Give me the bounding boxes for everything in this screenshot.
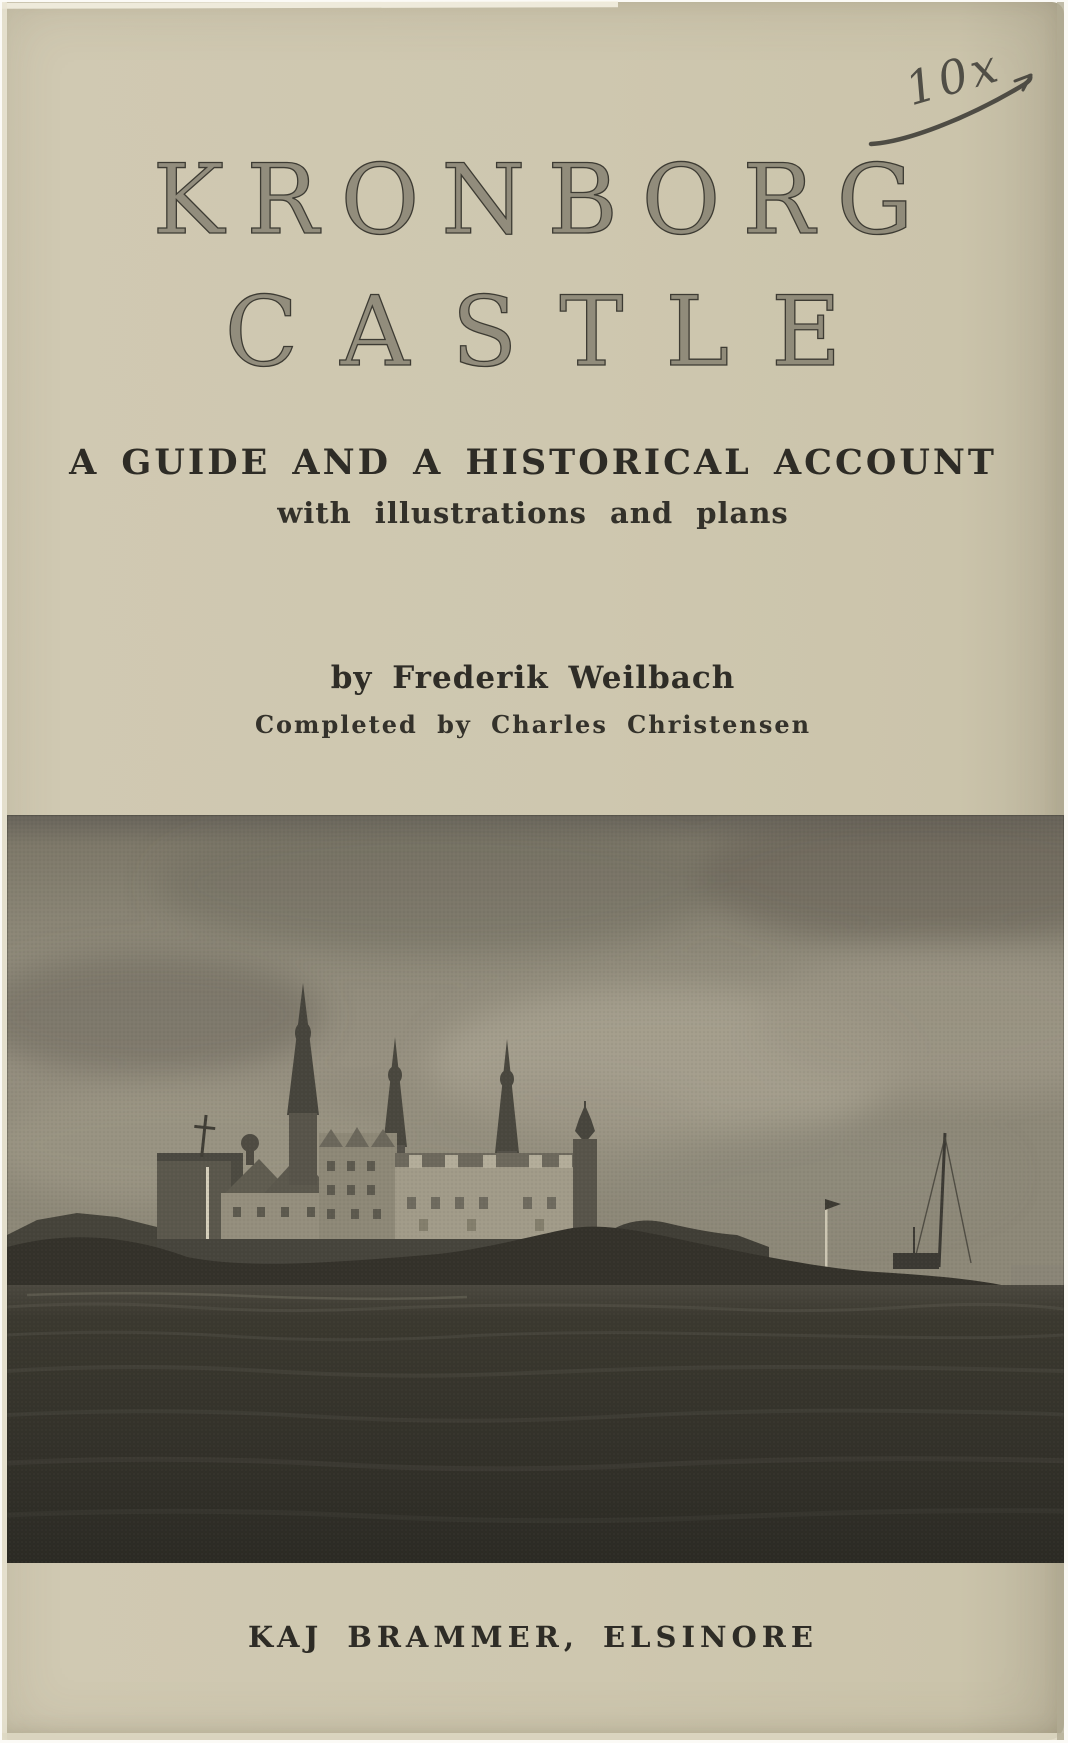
handwritten-annotation [857,38,1067,158]
cover-photo [7,815,1064,1563]
halftone-texture [7,815,1064,1563]
scan-edge-bottom [2,1733,1064,1740]
publisher-imprint: KAJ BRAMMER, ELSINORE [247,1620,819,1654]
subtitle-secondary: with illustrations and plans [277,496,789,530]
book-cover [2,2,1064,1740]
handwritten-text: 10x [899,37,1008,117]
title-line-2: CASTLE [224,276,884,388]
title-line-1: KRONBORG [152,144,936,256]
author-byline: by Frederik Weilbach [330,660,736,696]
completed-by-line: Completed by Charles Christensen [254,710,812,739]
scan-edge-top [2,1,618,9]
subtitle: A GUIDE AND A HISTORICAL ACCOUNT [69,442,997,483]
